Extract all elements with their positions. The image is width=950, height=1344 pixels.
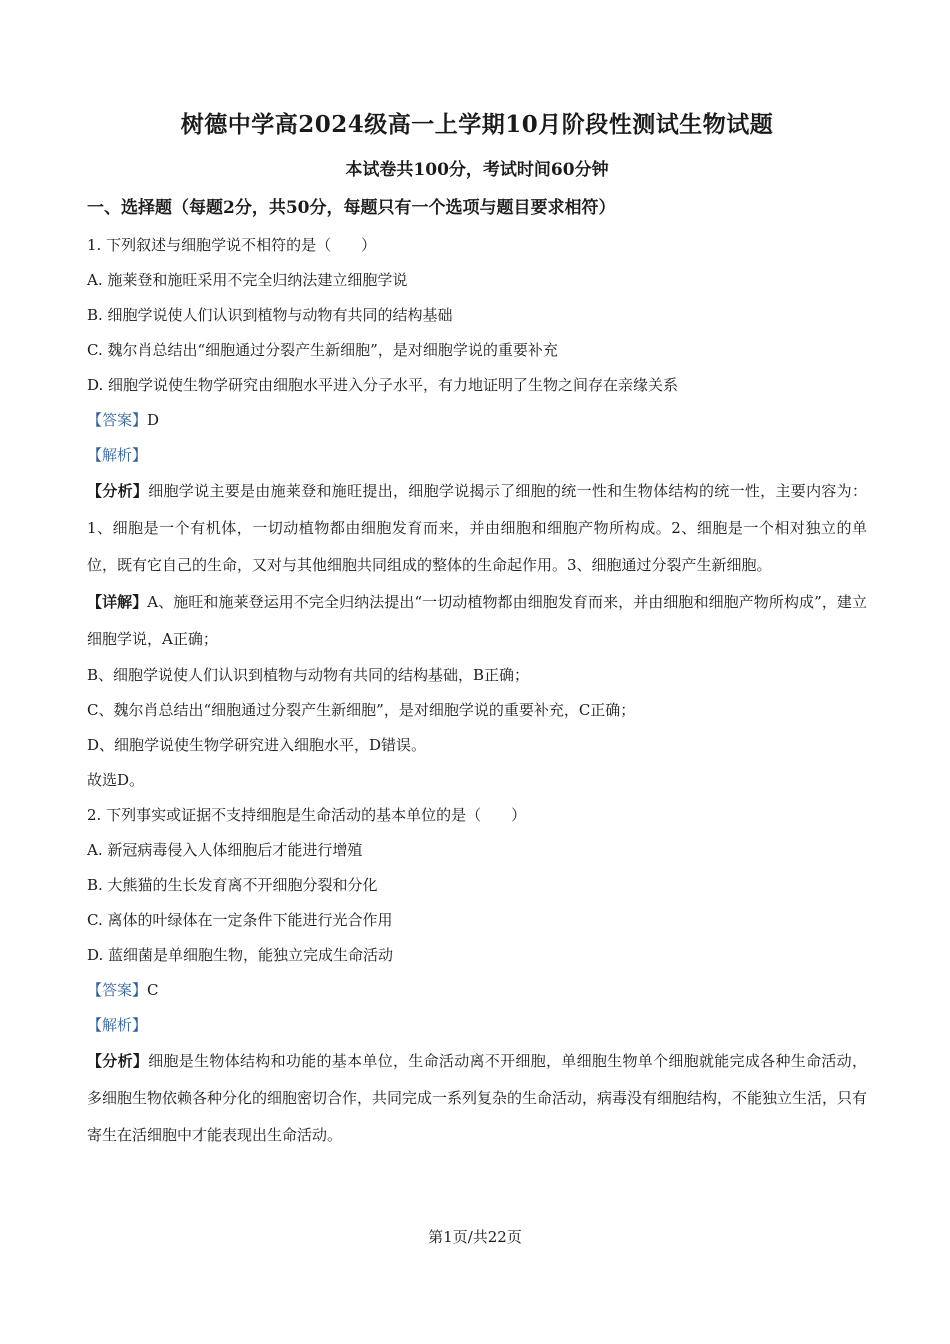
fenxi-tag: 【分析】 [87,1052,149,1070]
xiangjie-tag: 【详解】 [87,593,148,611]
detail-b: B、细胞学说使人们认识到植物与动物有共同的结构基础，B正确； [87,666,530,684]
analysis-paragraph [87,1043,867,1154]
question-stem: 2. 下列事实或证据不支持细胞是生命活动的基本单位的是（ ） [87,806,527,824]
document-page [87,100,867,1154]
fenxi-tag: 【分析】 [87,482,149,500]
detail-c: C、魏尔肖总结出“细胞通过分裂产生新细胞”，是对细胞学说的重要补充，C正确； [87,701,636,719]
fenxi-text: 细胞学说主要是由施莱登和施旺提出，细胞学说揭示了细胞的统一性和生物体结构的统一性，主要内容为：1、细胞是一个有机体，一切动植物都由细胞发育而来，并由细胞和细胞产物所构成。2、细胞是一个相对独立的单位，既有它自己的生命，又对与其他细胞共同组成的整体的生命起作用。3、细胞通过分裂产生新细胞。 [87,482,867,574]
fenxi-text: 细胞是生物体结构和功能的基本单位，生命活动离不开细胞，单细胞生物单个细胞就能完成各种生命活动，多细胞生物依赖各种分化的细胞密切合作，共同完成一系列复杂的生命活动，病毒没有细胞结构，不能独立生活，只有寄生在活细胞中才能表现出生命活动。 [87,1052,868,1144]
answer-tag: 【答案】 [87,411,148,429]
conclusion: 故选D。 [87,771,145,789]
analysis-tag: 【解析】 [87,446,148,464]
question-2 [87,798,867,1154]
answer-line [87,973,867,1008]
answer-tag: 【答案】 [87,981,148,999]
detail-d: D、细胞学说使生物学研究进入细胞水平，D错误。 [87,736,427,754]
question-1 [87,228,867,798]
option-a: A. 施莱登和施旺采用不完全归纳法建立细胞学说 [87,271,408,289]
option-c: C. 魏尔肖总结出“细胞通过分裂产生新细胞”，是对细胞学说的重要补充 [87,341,558,359]
analysis-paragraph [87,473,867,584]
page-footer: 第1页/共22页 [428,1228,522,1246]
xiangjie-text: A、施旺和施莱登运用不完全归纳法提出“一切动植物都由细胞发育而来，并由细胞和细胞产物所构成”，建立细胞学说，A正确； [87,593,867,648]
question-stem: 1. 下列叙述与细胞学说不相符的是（ ） [87,236,377,254]
exam-subtitle: 本试卷共100分，考试时间60分钟 [345,160,609,180]
analysis-heading [87,1008,867,1043]
analysis-heading [87,438,867,473]
answer-line [87,403,867,438]
option-b: B. 细胞学说使人们认识到植物与动物有共同的结构基础 [87,306,453,324]
option-c: C. 离体的叶绿体在一定条件下能进行光合作用 [87,911,393,929]
answer-value: C [147,981,159,999]
option-a: A. 新冠病毒侵入人体细胞后才能进行增殖 [87,841,363,859]
analysis-tag: 【解析】 [87,1016,148,1034]
section-heading: 一、选择题（每题2分，共50分，每题只有一个选项与题目要求相符） [87,198,616,218]
answer-value: D [147,411,160,429]
detail-paragraph [87,584,867,658]
page-title: 树德中学高2024级高一上学期10月阶段性测试生物试题 [180,111,774,138]
option-b: B. 大熊猫的生长发育离不开细胞分裂和分化 [87,876,378,894]
option-d: D. 细胞学说使生物学研究由细胞水平进入分子水平，有力地证明了生物之间存在亲缘关系 [87,376,679,394]
option-d: D. 蓝细菌是单细胞生物，能独立完成生命活动 [87,946,394,964]
